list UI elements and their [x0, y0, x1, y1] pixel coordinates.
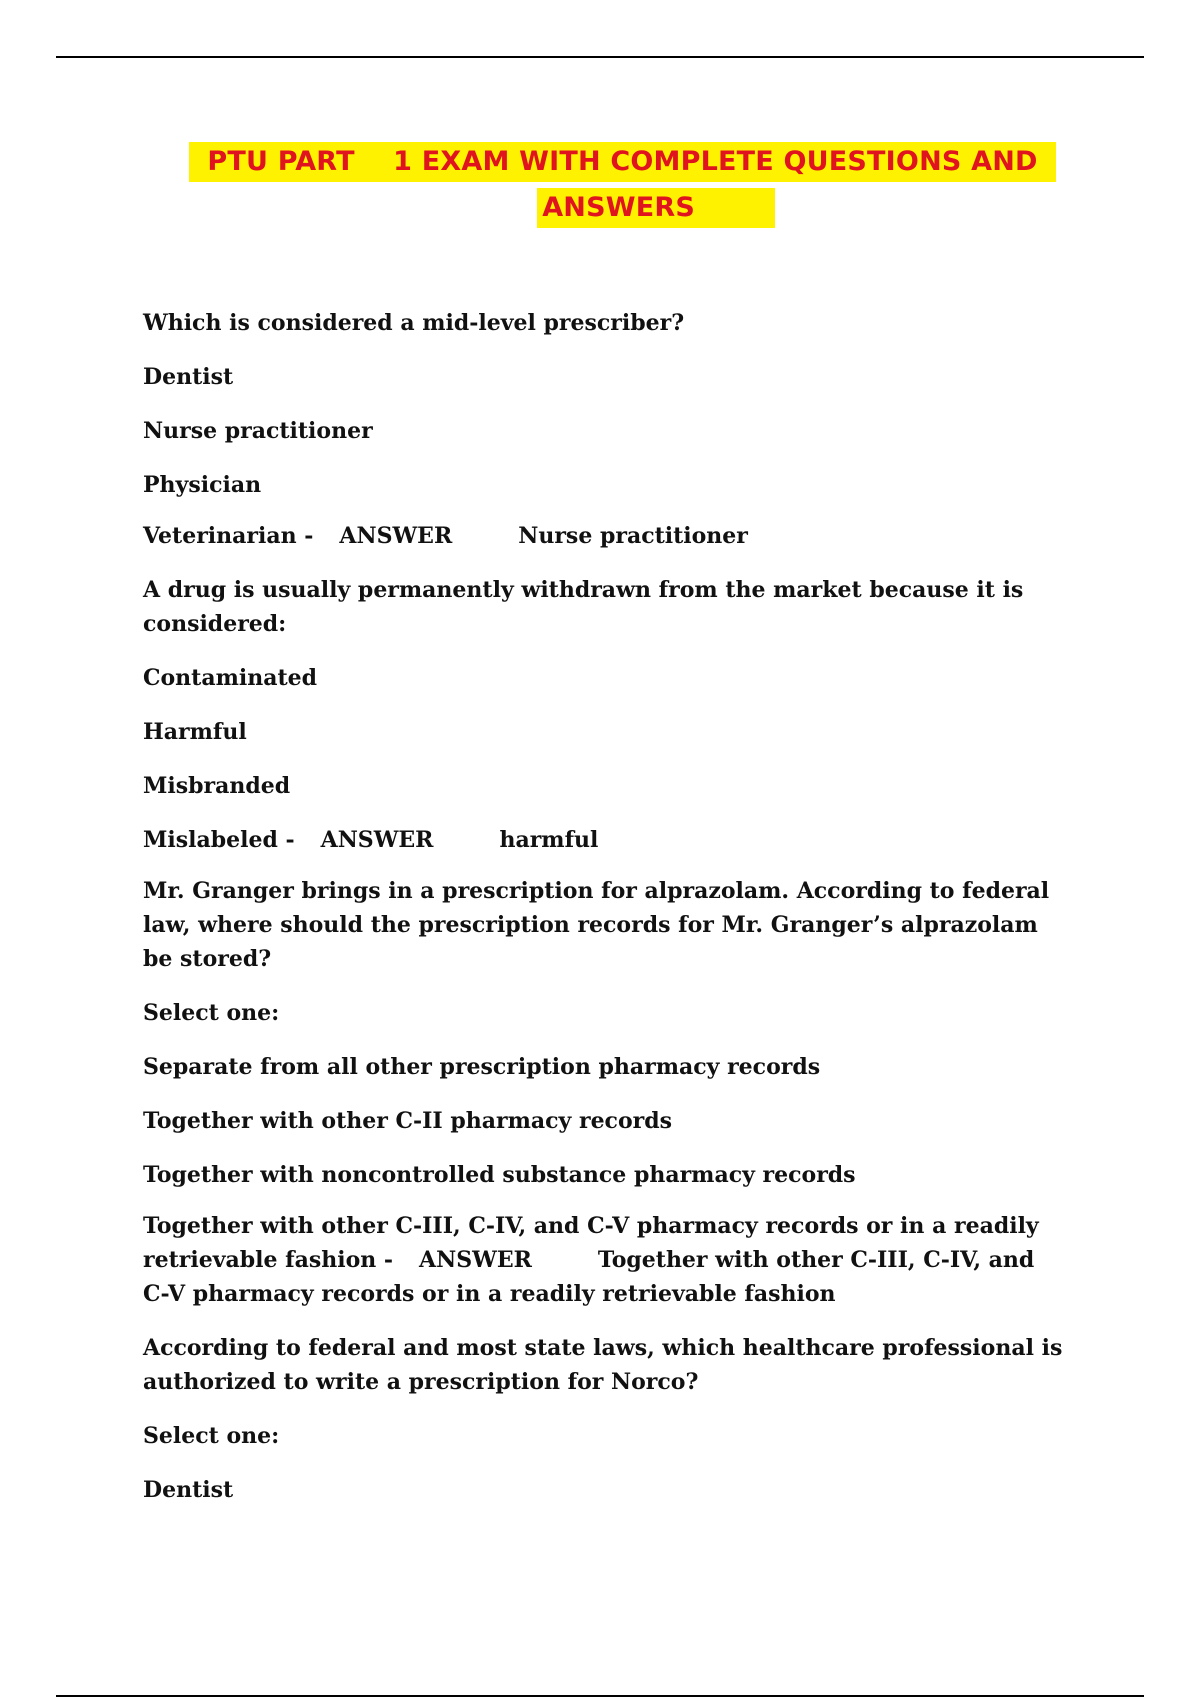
option-text: Veterinarian - [143, 523, 314, 549]
option-text: Physician [143, 472, 262, 498]
answer-label: ANSWER [320, 827, 434, 853]
answer-label: ANSWER [419, 1247, 532, 1273]
top-rule [56, 56, 1144, 58]
option-text: Harmful [143, 719, 247, 745]
select-prompt: Select one: [143, 1000, 280, 1026]
answer-line [143, 823, 1063, 857]
question-list [143, 306, 1071, 1527]
option-text: Contaminated [143, 665, 318, 691]
answer-label: ANSWER [339, 523, 453, 549]
answer-text: harmful [499, 827, 599, 853]
option-text: Mislabeled - [143, 827, 295, 853]
title-line-1: PTU PART 1 EXAM WITH COMPLETE QUESTIONS AND [189, 142, 1056, 182]
option-text: Together with other C-III, C-IV, and C-V pharmacy records or in a readily retrievable fashion - [143, 1213, 1047, 1273]
question-text: Mr. Granger brings in a prescription for alprazolam. According to federal law, where should the prescription records for Mr. Granger’s alprazolam be stored? [143, 878, 1057, 972]
answer-text: Nurse practitioner [518, 523, 748, 549]
option-text: Together with noncontrolled substance pharmacy records [143, 1162, 856, 1188]
answer-line [143, 519, 1063, 553]
question-text: A drug is usually permanently withdrawn from the market because it is considered: [143, 577, 1031, 637]
question-text: According to federal and most state laws, which healthcare professional is authorized to write a prescription for Norco? [143, 1335, 1071, 1395]
option-text: Dentist [143, 1477, 234, 1503]
option-text: Nurse practitioner [143, 418, 373, 444]
question-text: Which is considered a mid-level prescriber? [143, 310, 685, 336]
select-prompt: Select one: [143, 1423, 280, 1449]
answer-line [143, 1209, 1063, 1311]
option-text: Misbranded [143, 773, 291, 799]
option-text: Dentist [143, 364, 234, 390]
option-text: Together with other C-II pharmacy records [143, 1108, 672, 1134]
answer-text: Together with other C-III, C-IV, and C-V pharmacy records or in a readily retrievable fashion [143, 1247, 1042, 1307]
title-line-2: ANSWERS [537, 188, 775, 228]
bottom-rule [56, 1695, 1144, 1697]
option-text: Separate from all other prescription pharmacy records [143, 1054, 821, 1080]
